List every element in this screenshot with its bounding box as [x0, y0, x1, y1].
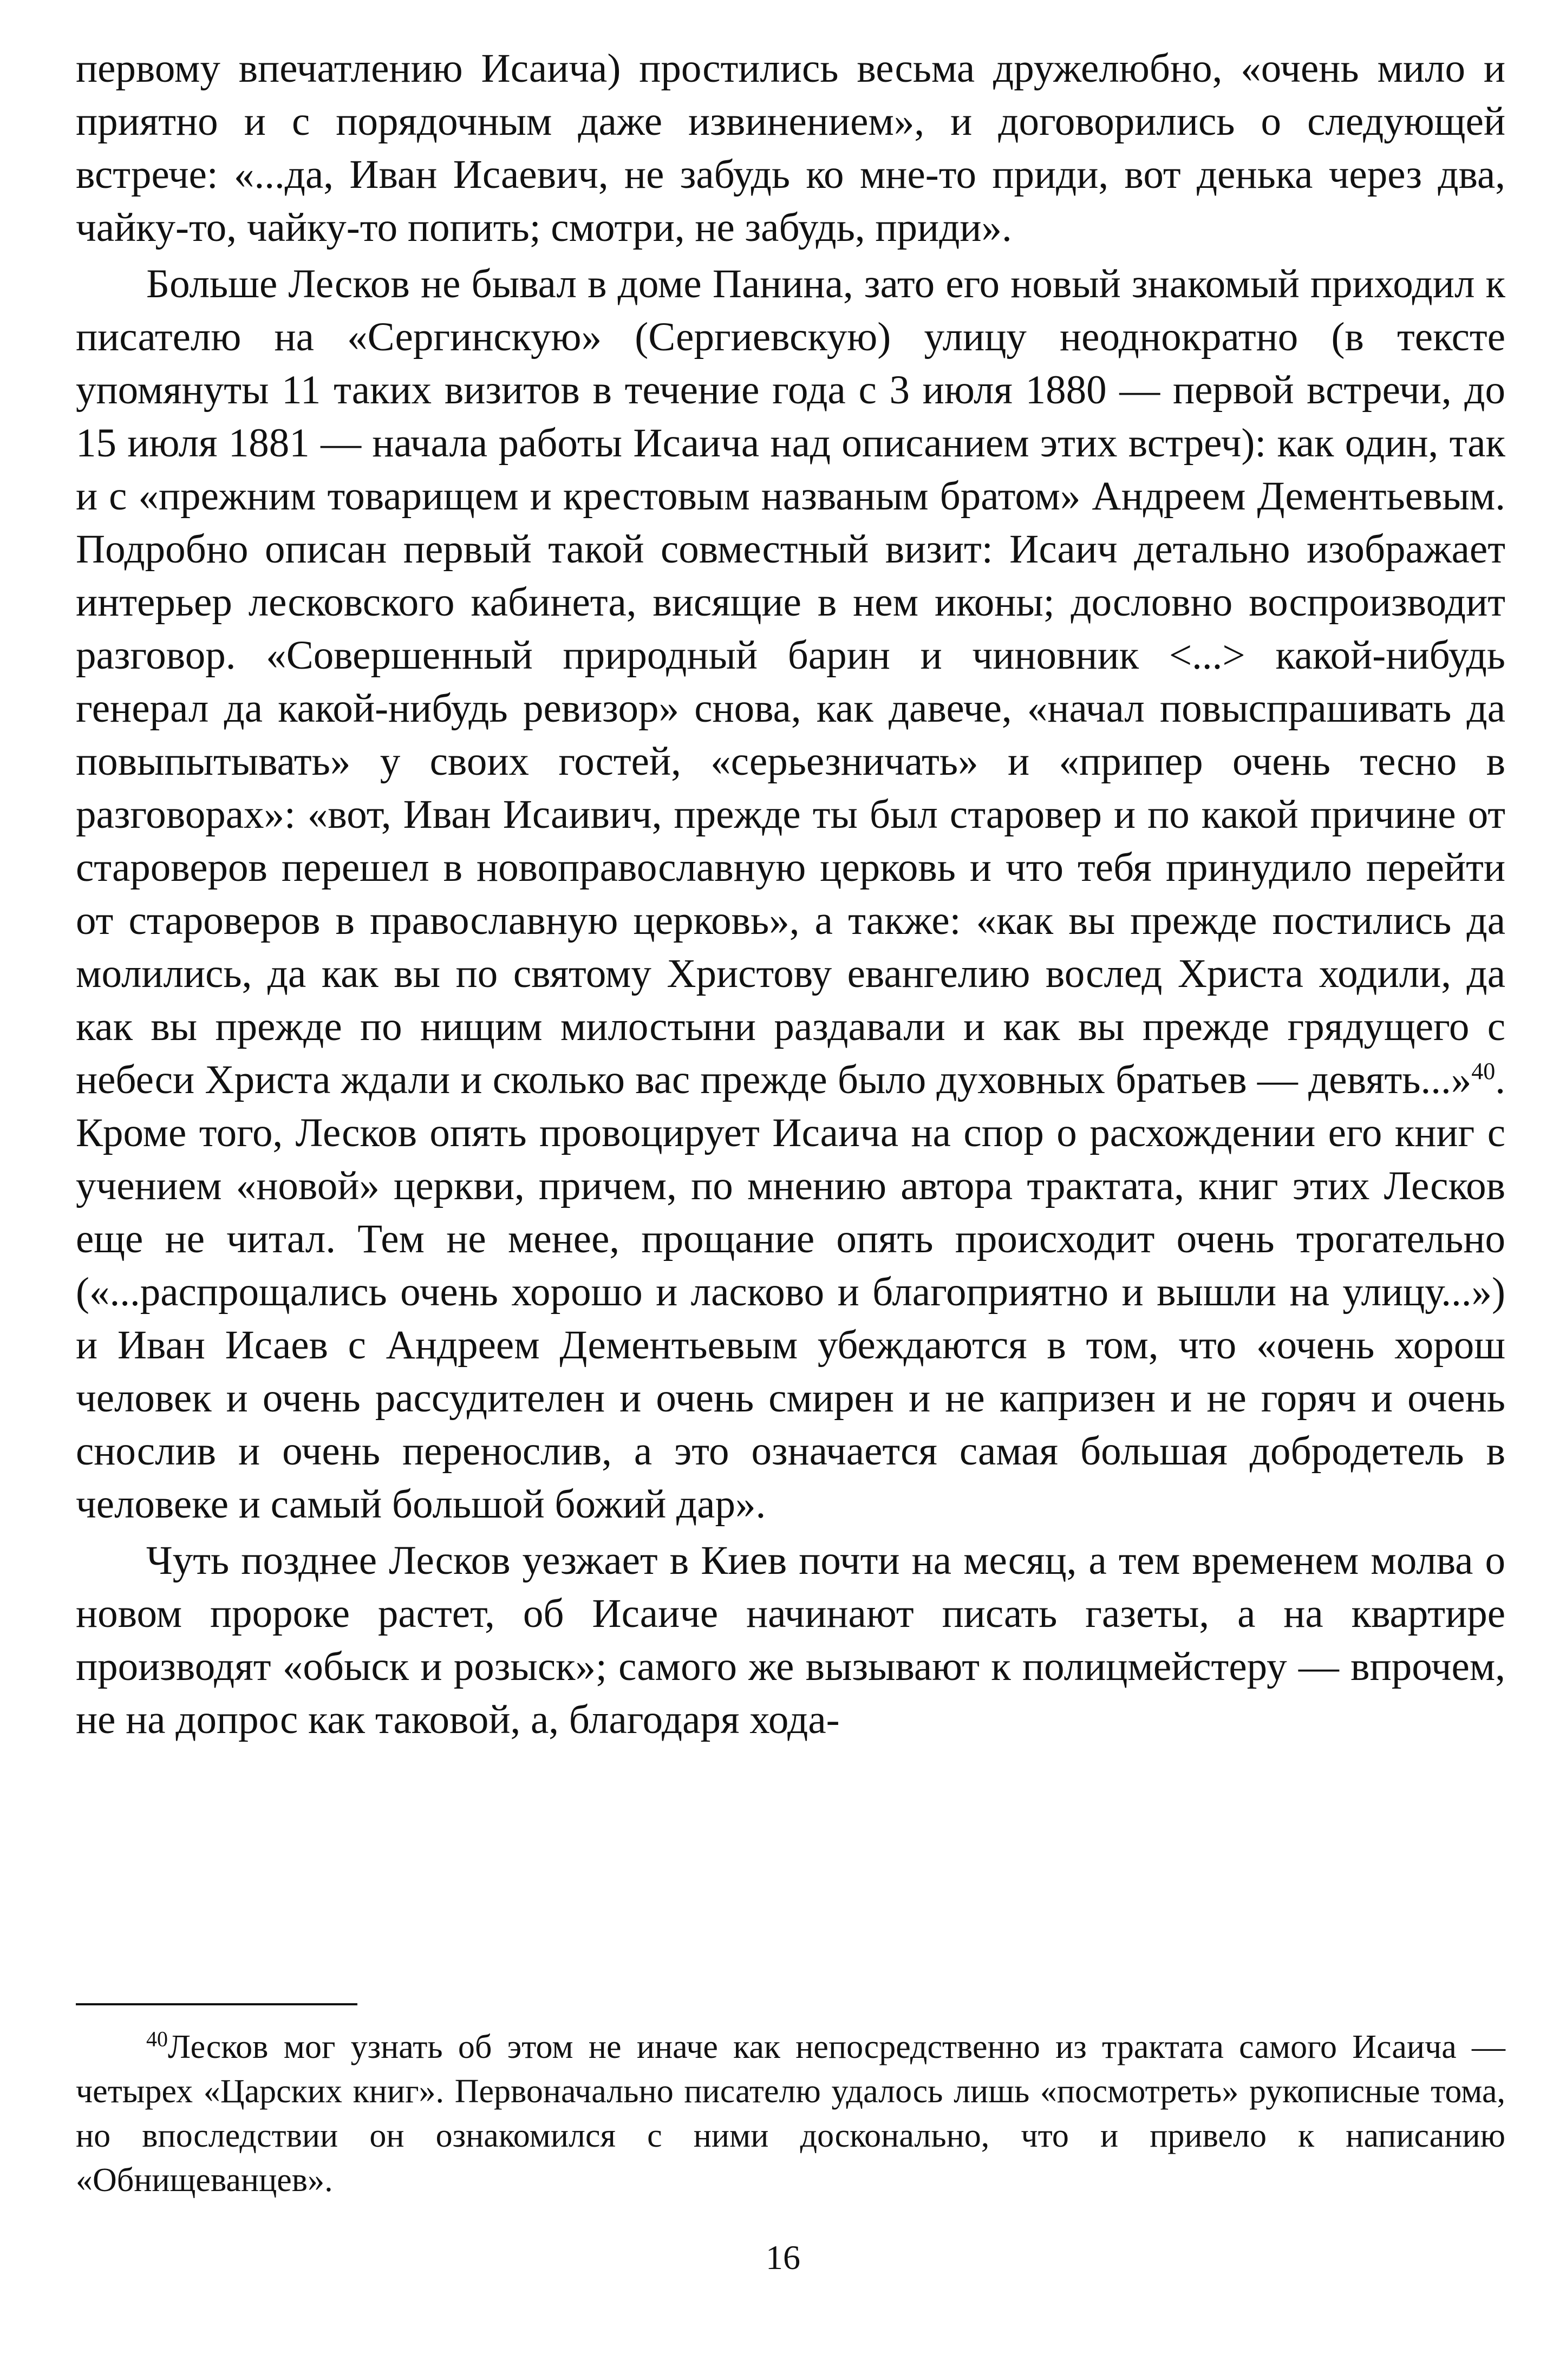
- footnote-text: Лесков мог узнать об этом не иначе как непосредственно из трактата самого Исаича — четырех «Царских книг». Первоначально писателю удалось лишь «посмотреть» рукописные тома, но впоследствии он ознакомился с ними досконально, что и привело к написанию «Обнищеванцев».: [76, 2029, 1505, 2199]
- paragraph-2: [76, 258, 1505, 1531]
- paragraph-2-text-a: Больше Лесков не бывал в доме Панина, зато его новый знакомый приходил к писателю на «Сергинскую» (Сергиевскую) улицу неоднократно (в тексте упомянуты 11 таких визитов в течение года с 3 июля 1880 — первой встречи, до 15 июля 1881 — начала работы Исаича над описанием этих встреч): как один, так и с «прежним товарищем и крестовым названым братом» Андреем Дементьевым. Подробно описан первый такой совместный визит: Исаич детально изображает интерьер лесковского кабинета, висящие в нем иконы; дословно воспроизводит разговор. «Совершенный природный барин и чиновник <...> какой-нибудь генерал да какой-нибудь ревизор» снова, как давече, «начал повыспрашивать да повыпытывать» у своих гостей, «серьезничать» и «припер очень тесно в разговорах»: «вот, Иван Исаивич, прежде ты был старовер и по какой причине от староверов перешел в новоправославную церковь и что тебя принудило перейти от староверов в православную церковь», а также: «как вы прежде постились да молились, да как вы по святому Христову евангелию вослед Христа ходили, да как вы прежде по нищим милостыни раздавали и как вы прежде грядущего с небеси Христа ждали и сколько вас прежде было духовных братьев — девять...»: [76, 261, 1505, 1102]
- footnote-mark: 40: [146, 2026, 168, 2051]
- footnote-divider: [76, 2003, 357, 2005]
- paragraph-1: первому впечатлению Исаича) простились весьма дружелюбно, «очень мило и приятно и с порядочным даже извинением», и договорились о следующей встрече: «...да, Иван Исаевич, не забудь ко мне-то приди, вот денька через два, чайку-то, чайку-то попить; смотри, не забудь, приди».: [76, 46, 1505, 250]
- page-number: 16: [766, 2238, 800, 2277]
- footnote: [76, 2025, 1505, 2202]
- main-text: [76, 42, 1505, 1747]
- paragraph-3: Чуть позднее Лесков уезжает в Киев почти на месяц, а тем временем молва о новом пророке растет, об Исаиче начинают писать газеты, а на квартире производят «обыск и розыск»; самого же вызывают к полицмейстеру — впрочем, не на допрос как таковой, а, благодаря хода-: [76, 1538, 1505, 1742]
- footnote-reference[interactable]: 40: [1471, 1058, 1496, 1084]
- paragraph-2-text-b: . Кроме того, Лесков опять провоцирует Исаича на спор о расхождении его книг с учением «новой» церкви, причем, по мнению автора трактата, книг этих Лесков еще не читал. Тем не менее, прощание опять происходит очень трогательно («...распрощались очень хорошо и ласково и благоприятно и вышли на улицу...») и Иван Исаев с Андреем Дементьевым убеждаются в том, что «очень хорош человек и очень рассудителен и очень смирен и не капризен и не горяч и очень снослив и очень переноcлив, а это означается самая большая добродетель в человеке и самый большой божий дар».: [76, 1057, 1505, 1527]
